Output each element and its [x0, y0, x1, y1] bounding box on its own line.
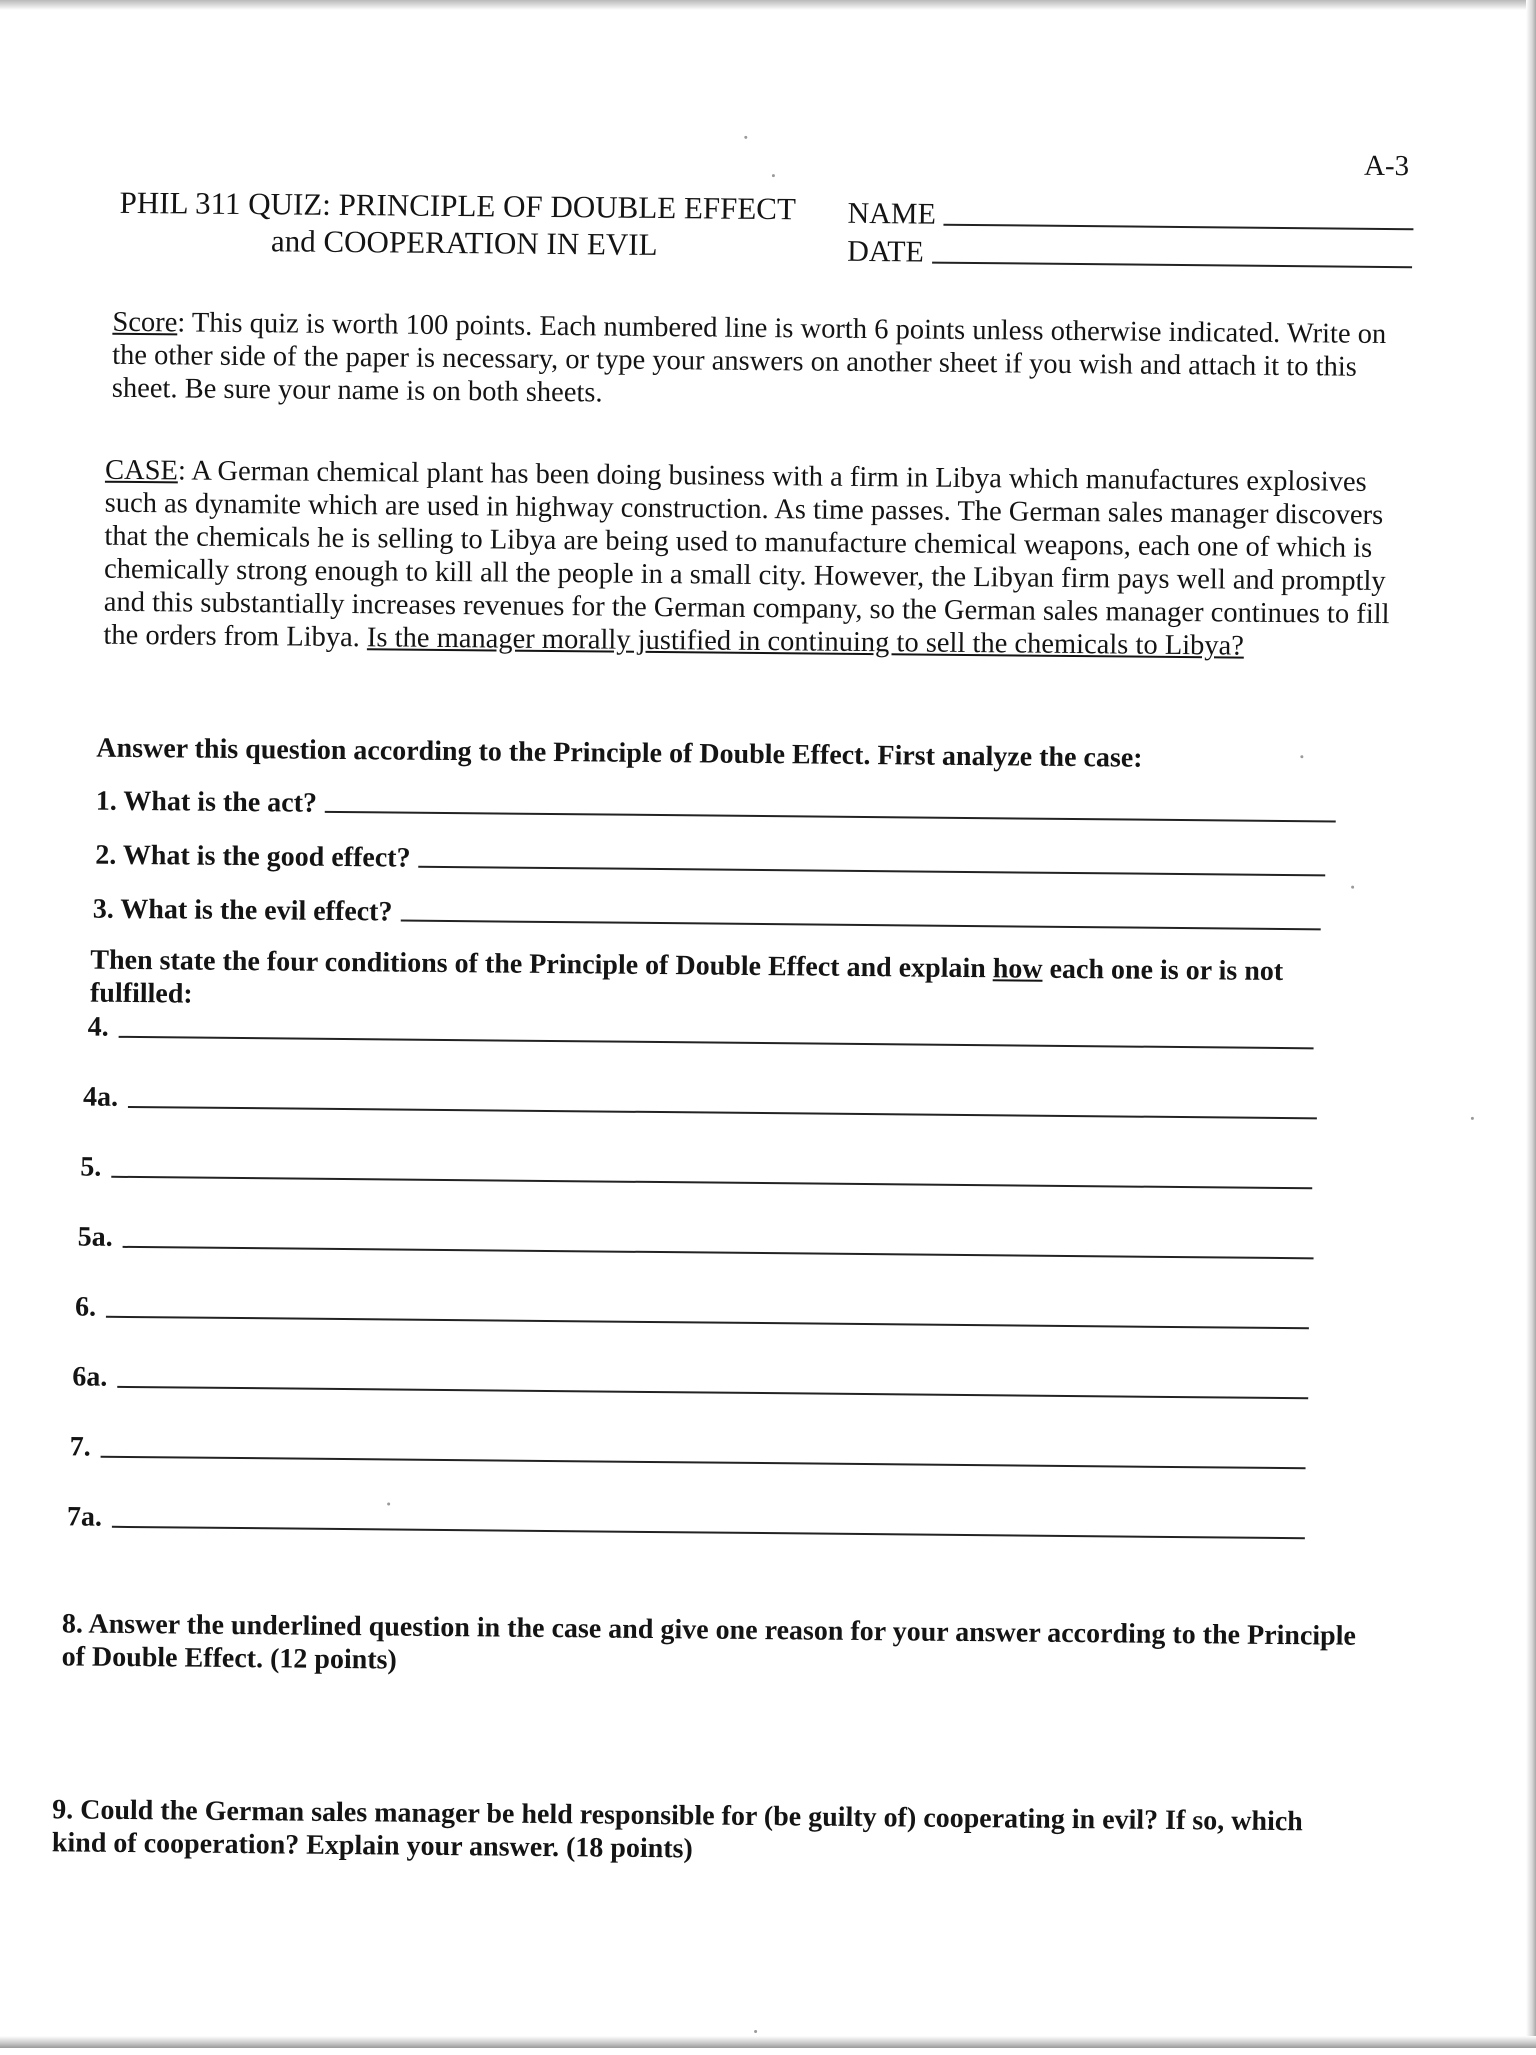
answer-row-4a-label: 4a.: [82, 1081, 119, 1113]
answer-row-7a[interactable]: [67, 1501, 1305, 1545]
answer-line-5[interactable]: [111, 1176, 1312, 1190]
name-blank-line[interactable]: [944, 224, 1414, 231]
scan-speck: [387, 1502, 390, 1505]
answer-row-5a-label: 5a.: [77, 1221, 113, 1253]
instruction-analyze: Answer this question according to the Principle of Double Effect. First analyze the case:: [96, 732, 1143, 774]
question-2[interactable]: [95, 840, 1325, 884]
question-8: 8. Answer the underlined question in the case and give one reason for your answer according to the Principle of Double Effect. (12 points): [61, 1608, 1357, 1676]
case-label: CASE: [104, 454, 179, 487]
answer-row-6[interactable]: [75, 1291, 1309, 1335]
instruction-conditions-before: Then state the four conditions of the Principle of Double Effect and explain: [90, 944, 993, 985]
answer-row-4-label: 4.: [87, 1011, 109, 1043]
answer-row-5-label: 5.: [80, 1151, 102, 1183]
answer-row-5a[interactable]: [78, 1221, 1314, 1265]
date-field[interactable]: [847, 235, 1412, 274]
answer-row-6a[interactable]: [72, 1361, 1308, 1405]
question-1[interactable]: [96, 786, 1336, 830]
answer-row-7a-label: 7a.: [66, 1501, 103, 1533]
answer-row-5[interactable]: [80, 1151, 1312, 1195]
case-text: : A German chemical plant has been doing business with a firm in Libya which manufactures explosives such as dynamite which are used in highway construction. As time passes. The German sales manager discovers that the chemicals he is selling to Libya are being used to manufacture chemical weapons, each one of which is chemically strong enough to kill all the people in a small city. However, the Libyan firm pays well and promptly and this substantially increases revenues for the German company, so the German sales manager continues to fill the orders from Libya.: [103, 455, 1390, 654]
answer-line-2[interactable]: [418, 866, 1325, 877]
instruction-conditions-after: each one is or is not fulfilled:: [89, 953, 1284, 1010]
answer-line-4a[interactable]: [128, 1106, 1317, 1119]
answer-row-7[interactable]: [70, 1431, 1306, 1475]
question-3[interactable]: [93, 894, 1321, 938]
answer-line-5a[interactable]: [123, 1246, 1314, 1259]
scan-speck: [754, 2030, 757, 2033]
answer-line-3[interactable]: [400, 920, 1320, 931]
answer-row-6-label: 6.: [74, 1291, 97, 1323]
instruction-conditions-underlined: how: [992, 953, 1043, 985]
page-code: A-3: [1363, 149, 1410, 183]
title-line-2: and COOPERATION IN EVIL: [270, 223, 658, 262]
score-label: Score: [112, 306, 178, 339]
name-field[interactable]: [847, 197, 1414, 236]
scan-speck: [1351, 886, 1354, 889]
answer-row-7-label: 7.: [69, 1431, 91, 1463]
question-9: 9. Could the German sales manager be held responsible for (be guilty of) cooperating in evil? If so, which kind of cooperation? Explain your answer. (18 points): [51, 1794, 1303, 1865]
answer-line-6a[interactable]: [117, 1386, 1308, 1399]
answer-line-4[interactable]: [119, 1036, 1314, 1049]
question-2-label: 2. What is the good effect?: [95, 839, 411, 874]
answer-line-6[interactable]: [106, 1316, 1309, 1330]
date-blank-line[interactable]: [932, 262, 1412, 269]
scan-speck: [772, 174, 775, 177]
question-3-label: 3. What is the evil effect?: [92, 893, 393, 928]
answer-row-4a[interactable]: [83, 1082, 1317, 1126]
quiz-title: [119, 184, 810, 265]
name-label: NAME: [847, 196, 937, 231]
case-paragraph: [103, 454, 1395, 664]
score-paragraph: [112, 306, 1403, 417]
answer-line-7a[interactable]: [112, 1526, 1305, 1539]
scan-speck: [1300, 755, 1303, 758]
answer-line-1[interactable]: [325, 811, 1336, 823]
date-label: DATE: [847, 234, 925, 269]
answer-row-6a-label: 6a.: [72, 1361, 108, 1393]
instruction-conditions: [90, 944, 1351, 1022]
scan-speck: [1471, 1117, 1474, 1120]
question-1-label: 1. What is the act?: [95, 785, 318, 819]
score-text: : This quiz is worth 100 points. Each numbered line is worth 6 points unless otherwise indicated. Write on the other side of the paper is necessary, or type your answers on another sheet if you wish and attach it to this sheet. Be sure your name is on both sheets.: [111, 307, 1387, 409]
case-underlined-question: Is the manager morally justified in continuing to sell the chemicals to Libya?: [366, 622, 1245, 662]
scan-speck: [744, 136, 747, 139]
answer-line-7[interactable]: [101, 1456, 1306, 1470]
title-line-1: PHIL 311 QUIZ: PRINCIPLE OF DOUBLE EFFECT: [119, 184, 797, 227]
